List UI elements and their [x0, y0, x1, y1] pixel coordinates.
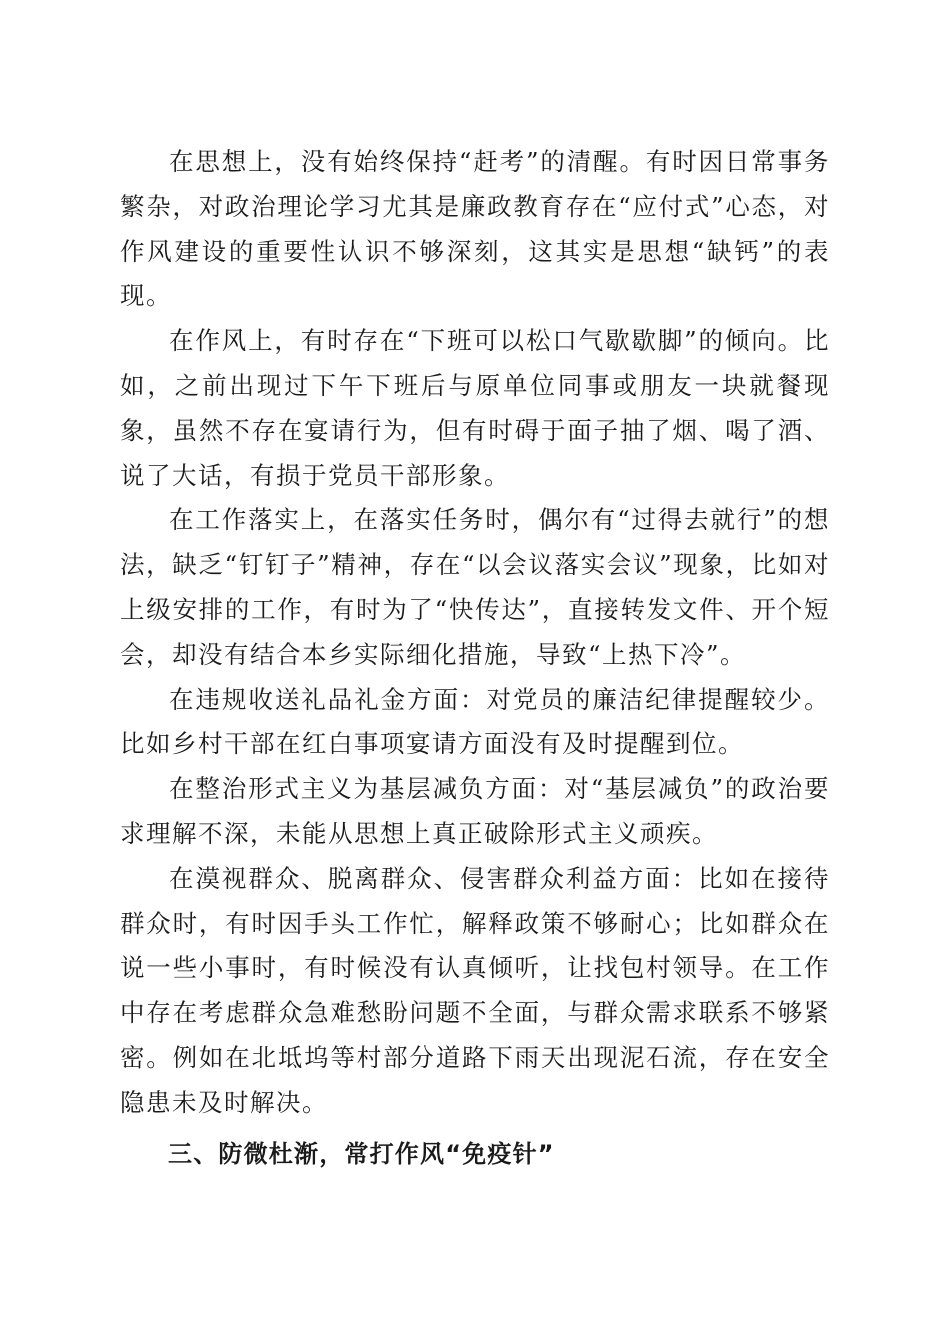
section-heading: 三、防微杜渐，常打作风“免疫针”: [168, 1139, 555, 1168]
paragraph-gifts: 在违规收送礼品礼金方面：对党员的廉洁纪律提醒较少。比如乡村干部在红白事项宴请方面没有及时提醒到位。: [120, 684, 830, 759]
document-body: [120, 140, 830, 1176]
paragraph-masses: 在漠视群众、脱离群众、侵害群众利益方面：比如在接待群众时，有时因手头工作忙，解释政策不够耐心；比如群众在说一些小事时，有时候没有认真倾听，让找包村领导。在工作中存在考虑群众急难愁盼问题不全面，与群众需求联系不够紧密。例如在北坻坞等村部分道路下雨天出现泥石流，存在安全隐患未及时解决。: [120, 863, 830, 1117]
paragraph-thinking: 在思想上，没有始终保持“赶考”的清醒。有时因日常事务繁杂，对政治理论学习尤其是廉政教育存在“应付式”心态，对作风建设的重要性认识不够深刻，这其实是思想“缺钙”的表现。: [120, 147, 830, 311]
paragraph-formalism: 在整治形式主义为基层减负方面：对“基层减负”的政治要求理解不深，未能从思想上真正破除形式主义顽疾。: [120, 774, 830, 848]
paragraph-implementation: 在工作落实上，在落实任务时，偶尔有“过得去就行”的想法，缺乏“钉钉子”精神，存在“以会议落实会议”现象，比如对上级安排的工作，有时为了“快传达”，直接转发文件、开个短会，却没有结合本乡实际细化措施，导致“上热下冷”。: [120, 505, 830, 669]
paragraph-work-style: 在作风上，有时存在“下班可以松口气歇歇脚”的倾向。比如，之前出现过下午下班后与原单位同事或朋友一块就餐现象，虽然不存在宴请行为，但有时碍于面子抽了烟、喝了酒、说了大话，有损于党员干部形象。: [120, 326, 830, 490]
